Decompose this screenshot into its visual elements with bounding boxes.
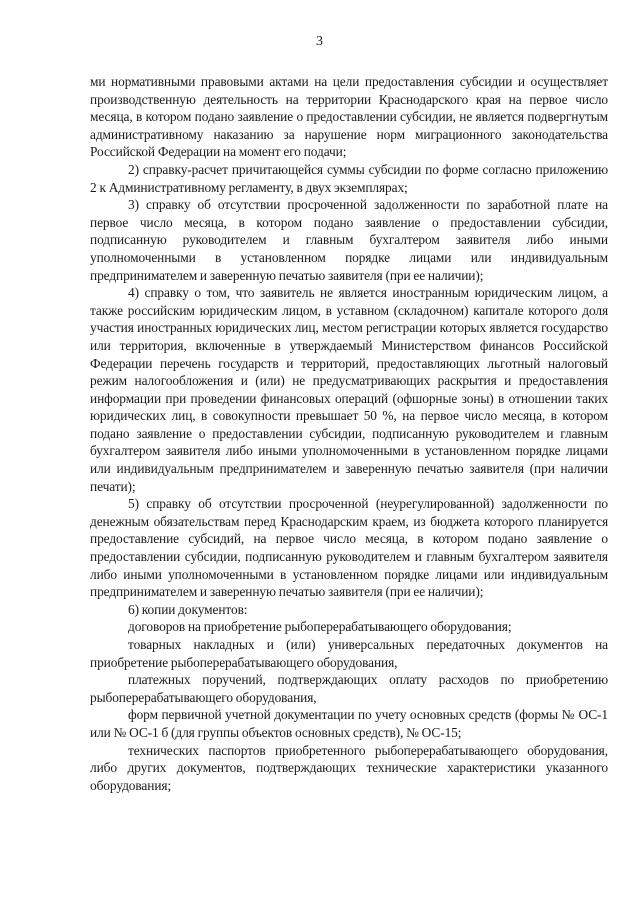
document-copy-contracts: договоров на приобретение рыбоперерабатывающего оборудования; (128, 619, 512, 635)
document-copy-invoices: товарных накладных и (или) универсальных передаточных документов на приобретение рыбоперерабатывающего оборудования, (90, 637, 608, 670)
page-number: 3 (316, 34, 323, 49)
paragraph-item-4: 4) справку о том, что заявитель не является иностранным юридическим лицом, а также российским юридическим лицом, в уставном (складочном) капитале которого доля участия иностранных юридических лиц, местом регистрации которых является государство или территория, включенные в утверждаемый Министерством финансов Российской Федерации перечень государств и территорий, предоставляющих льготный налоговый режим налогообложения и (или) не предусматривающих раскрытия и предоставления информации при проведении финансовых операций (офшорные зоны) в отношении таких юридических лиц, в совокупности превышает 50 %, на первое число месяца, в котором подано заявление о предоставлении субсидии, подписанную руководителем и главным бухгалтером заявителя либо иными уполномоченными в установленном порядке лицами или индивидуальным предпринимателем и заверенную печатью заявителя (при наличии печати); (90, 285, 608, 494)
paragraph-item-5: 5) справку об отсутствии просроченной (неурегулированной) задолженности по денежным обязательствам перед Краснодарским краем, из бюджета которого планируется предоставление субсидий, на первое число месяца, в котором подано заявление о предоставлении субсидии, подписанную руководителем и главным бухгалтером заявителя либо иными уполномоченными в установленном порядке лицами или индивидуальным предпринимателем и заверенную печатью заявителя (при ее наличии); (90, 496, 608, 600)
paragraph-continuation: ми нормативными правовыми актами на цели предоставления субсидии и осуществляет производственную деятельность на территории Краснодарского края на первое число месяца, в котором подано заявление о предоставлении субсидии, не является подвергнутым административному наказанию за нарушение норм миграционного законодательства Российской Федерации на момент его подачи; (90, 74, 608, 160)
document-copy-technical-passports: технических паспортов приобретенного рыбоперерабатывающего оборудования, либо других документов, подтверждающих технические характеристики указанного оборудования; (90, 742, 608, 793)
document-copy-payment-orders: платежных поручений, подтверждающих оплату расходов по приобретению рыбоперерабатывающего оборудования, (90, 672, 608, 705)
document-body (90, 73, 608, 794)
document-copy-accounting-forms: форм первичной учетной документации по учету основных средств (формы № ОС-1 или № ОС-1 б (для группы объектов основных средств), № ОС-15; (90, 707, 608, 740)
paragraph-item-3: 3) справку об отсутствии просроченной задолженности по заработной плате на первое число месяца, в котором подано заявление о предоставлении субсидии, подписанную руководителем и главным бухгалтером заявителя либо иными уполномоченными в установленном порядке лицами или индивидуальным предпринимателем и заверенную печатью заявителя (при ее наличии); (90, 197, 608, 283)
paragraph-item-2: 2) справку-расчет причитающейся суммы субсидии по форме согласно приложению 2 к Административному регламенту, в двух экземплярах; (90, 161, 608, 195)
paragraph-item-6: 6) копии документов: (128, 601, 248, 617)
